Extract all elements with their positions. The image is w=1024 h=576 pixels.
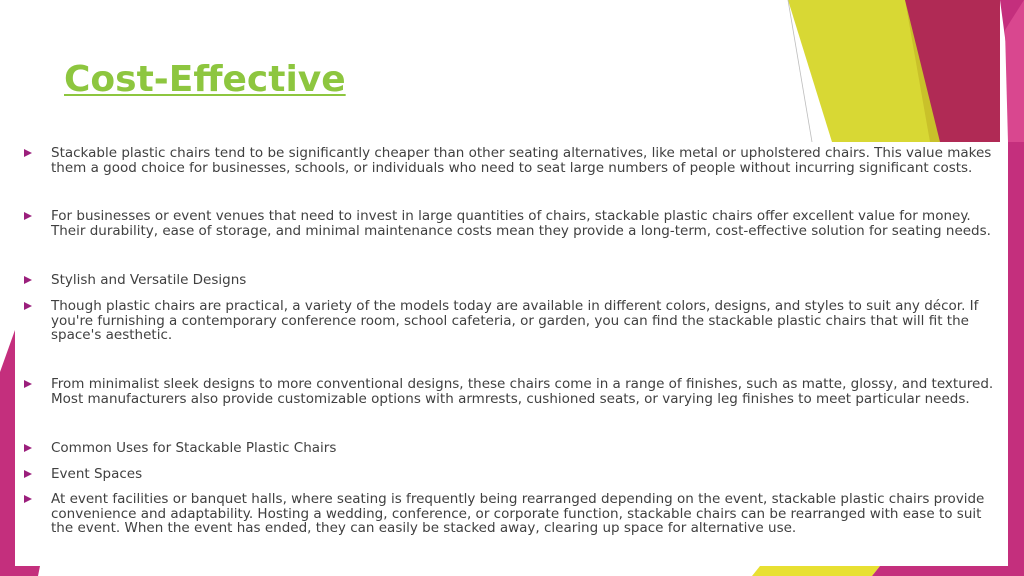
slide-title: Cost-Effective — [64, 59, 346, 100]
right-magenta-strip — [1008, 142, 1024, 576]
bullet-text: Event Spaces — [51, 466, 143, 482]
bullet-text: Stylish and Versatile Designs — [51, 272, 247, 288]
triangle-bullet-icon — [24, 444, 32, 452]
bottom-left-magenta-shape — [0, 566, 40, 576]
bullet-text: For businesses or event venues that need to invest in large quantities of chairs, stackable plastic chairs offer excellent value for money. Their durability, ease of storage, and minimal maintenance costs mean they provide a long-term, cost-effective solution for seating needs. — [51, 208, 991, 239]
bullet-text: Though plastic chairs are practical, a variety of the models today are available in different colors, designs, and styles to suit any décor. If you're furnishing a contemporary conference room, school cafeteria, or garden, you can find the stackable plastic chairs that will fit the space's aesthetic. — [51, 298, 979, 343]
bottom-right-magenta-shape — [872, 566, 1008, 576]
bottom-right-yellow-shape — [752, 566, 880, 576]
bullet-text: At event facilities or banquet halls, where seating is frequently being rearranged depending on the event, stackable plastic chairs provide convenience and adaptability. Hosting a wedding, conference, or corporate function, stackable chairs can be rearranged with ease to suit the event. When the event has ended, they can easily be stacked away, clearing up space for alternative use. — [51, 491, 985, 536]
bullet-text: Common Uses for Stackable Plastic Chairs — [51, 440, 337, 456]
triangle-bullet-icon — [24, 495, 32, 503]
bullet-text: From minimalist sleek designs to more conventional designs, these chairs come in a range of finishes, such as matte, glossy, and textured. Most manufacturers also provide customizable options with armrests, cushioned seats, or varying leg finishes to meet particular needs. — [51, 376, 994, 407]
bullet-text: Stackable plastic chairs tend to be significantly cheaper than other seating alternatives, like metal or upholstered chairs. This value makes them a good choice for businesses, schools, or individuals who need to seat large numbers of people without incurring significant costs. — [51, 145, 992, 176]
content-panel — [15, 142, 1008, 566]
triangle-bullet-icon — [24, 149, 32, 157]
triangle-bullet-icon — [24, 212, 32, 220]
triangle-bullet-icon — [24, 470, 32, 478]
triangle-bullet-icon — [24, 302, 32, 310]
triangle-bullet-icon — [24, 276, 32, 284]
triangle-bullet-icon — [24, 380, 32, 388]
left-magenta-strip — [0, 330, 15, 576]
